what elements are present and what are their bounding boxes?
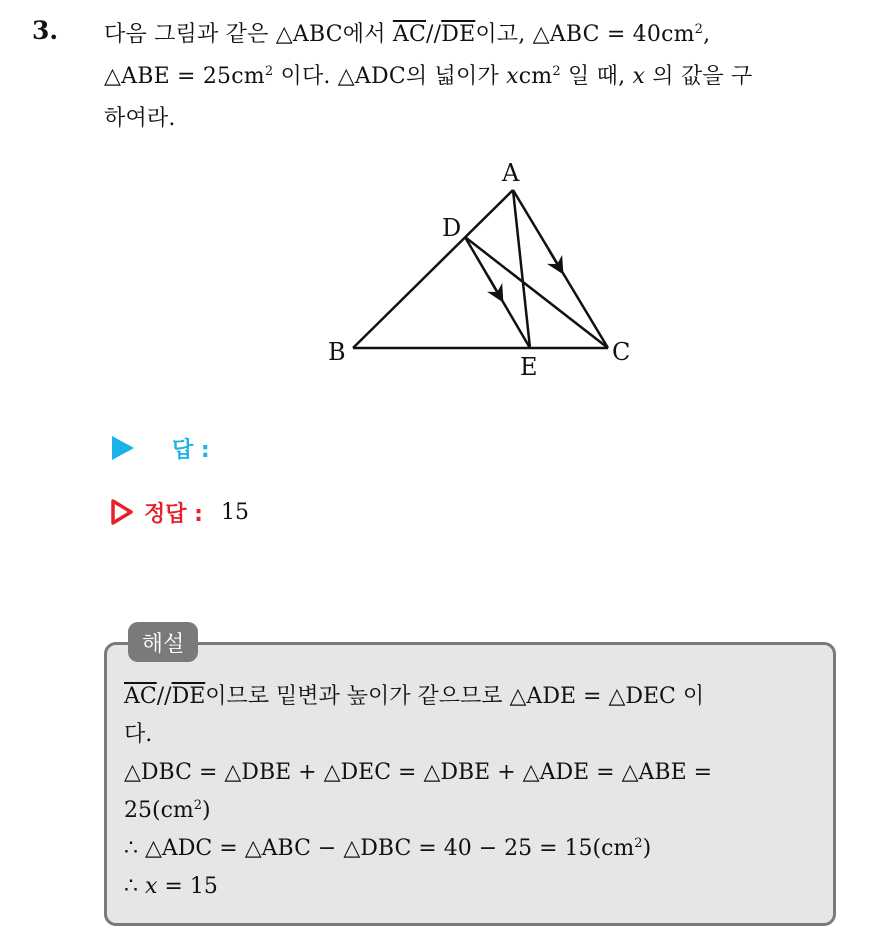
label-d: D	[442, 214, 462, 242]
problem-statement	[104, 14, 864, 140]
area-abe: △ABE = 25cm	[104, 64, 265, 89]
parallel-symbol: //	[426, 22, 442, 47]
area-abc: 이고, △ABC = 40cm	[475, 22, 695, 47]
play-triangle-icon	[112, 436, 134, 460]
segment-ac: $\overline{AC}$	[124, 684, 157, 709]
close-paren: )	[642, 836, 652, 861]
superscript-2: 2	[552, 64, 561, 79]
arrow-on-ac	[549, 250, 559, 267]
segment-de: $\overline{DE}$	[441, 22, 476, 47]
when-clause: 일 때,	[560, 64, 626, 89]
problem-line-3: 하여라.	[104, 106, 176, 131]
outline-triangle-icon	[110, 498, 134, 526]
variable-x: x	[145, 874, 158, 899]
solution-tab: 해설	[128, 622, 198, 662]
segment-dc	[465, 237, 608, 348]
solution-line-1	[124, 678, 824, 716]
solution-line-5-main: ∴ △ADC = △ABC − △DBC = 40 − 25 = 15(cm	[124, 836, 635, 861]
arrow-on-de	[488, 276, 499, 295]
label-c: C	[612, 338, 631, 366]
close-paren: )	[202, 798, 211, 823]
solution-line-4-main: 25(cm	[124, 798, 194, 823]
therefore-symbol: ∴	[124, 874, 145, 899]
solution-line-1-text: 이므로 밑변과 높이가 같으므로 △ADE = △DEC 이	[205, 684, 705, 709]
unit-cm: cm	[518, 64, 553, 89]
label-b: B	[328, 338, 346, 366]
superscript-2: 2	[193, 798, 203, 813]
variable-x: x	[506, 64, 519, 89]
solution-line-6	[124, 868, 824, 906]
parallel-symbol: //	[156, 684, 172, 709]
problem-number: 3.	[32, 16, 59, 45]
solution-line-5	[124, 830, 824, 868]
superscript-2: 2	[264, 64, 274, 79]
segment-ac: $\overline{AC}$	[392, 22, 426, 47]
answer-row	[112, 430, 210, 466]
problem-intro: 다음 그림과 같은 △ABC에서	[104, 22, 386, 47]
problem-line-2	[104, 56, 864, 98]
problem-line-1	[104, 14, 864, 56]
question-tail: 의 값을 구	[652, 64, 753, 89]
solution-line-3: △DBC = △DBE + △DEC = △DBE + △ADE = △ABE =	[124, 760, 713, 785]
answer-label: 답 :	[172, 437, 210, 463]
solution-line-4	[124, 792, 824, 830]
superscript-2: 2	[634, 836, 643, 851]
triangle-figure	[300, 150, 680, 390]
label-a: A	[502, 159, 520, 187]
variable-x: x	[632, 64, 646, 89]
correct-answer-value: 15	[220, 499, 249, 525]
area-adc-clause: 이다. △ADC의 넓이가	[273, 64, 499, 89]
segment-de: $\overline{DE}$	[171, 684, 206, 709]
correct-answer-label: 정답 :	[144, 501, 203, 527]
comma: ,	[703, 22, 711, 47]
side-ab	[353, 190, 513, 348]
final-value: = 15	[157, 874, 218, 899]
label-e: E	[520, 353, 538, 381]
superscript-2: 2	[694, 22, 704, 37]
solution-body	[124, 678, 824, 906]
solution-line-2: 다.	[124, 722, 153, 747]
correct-answer-row	[110, 494, 249, 530]
